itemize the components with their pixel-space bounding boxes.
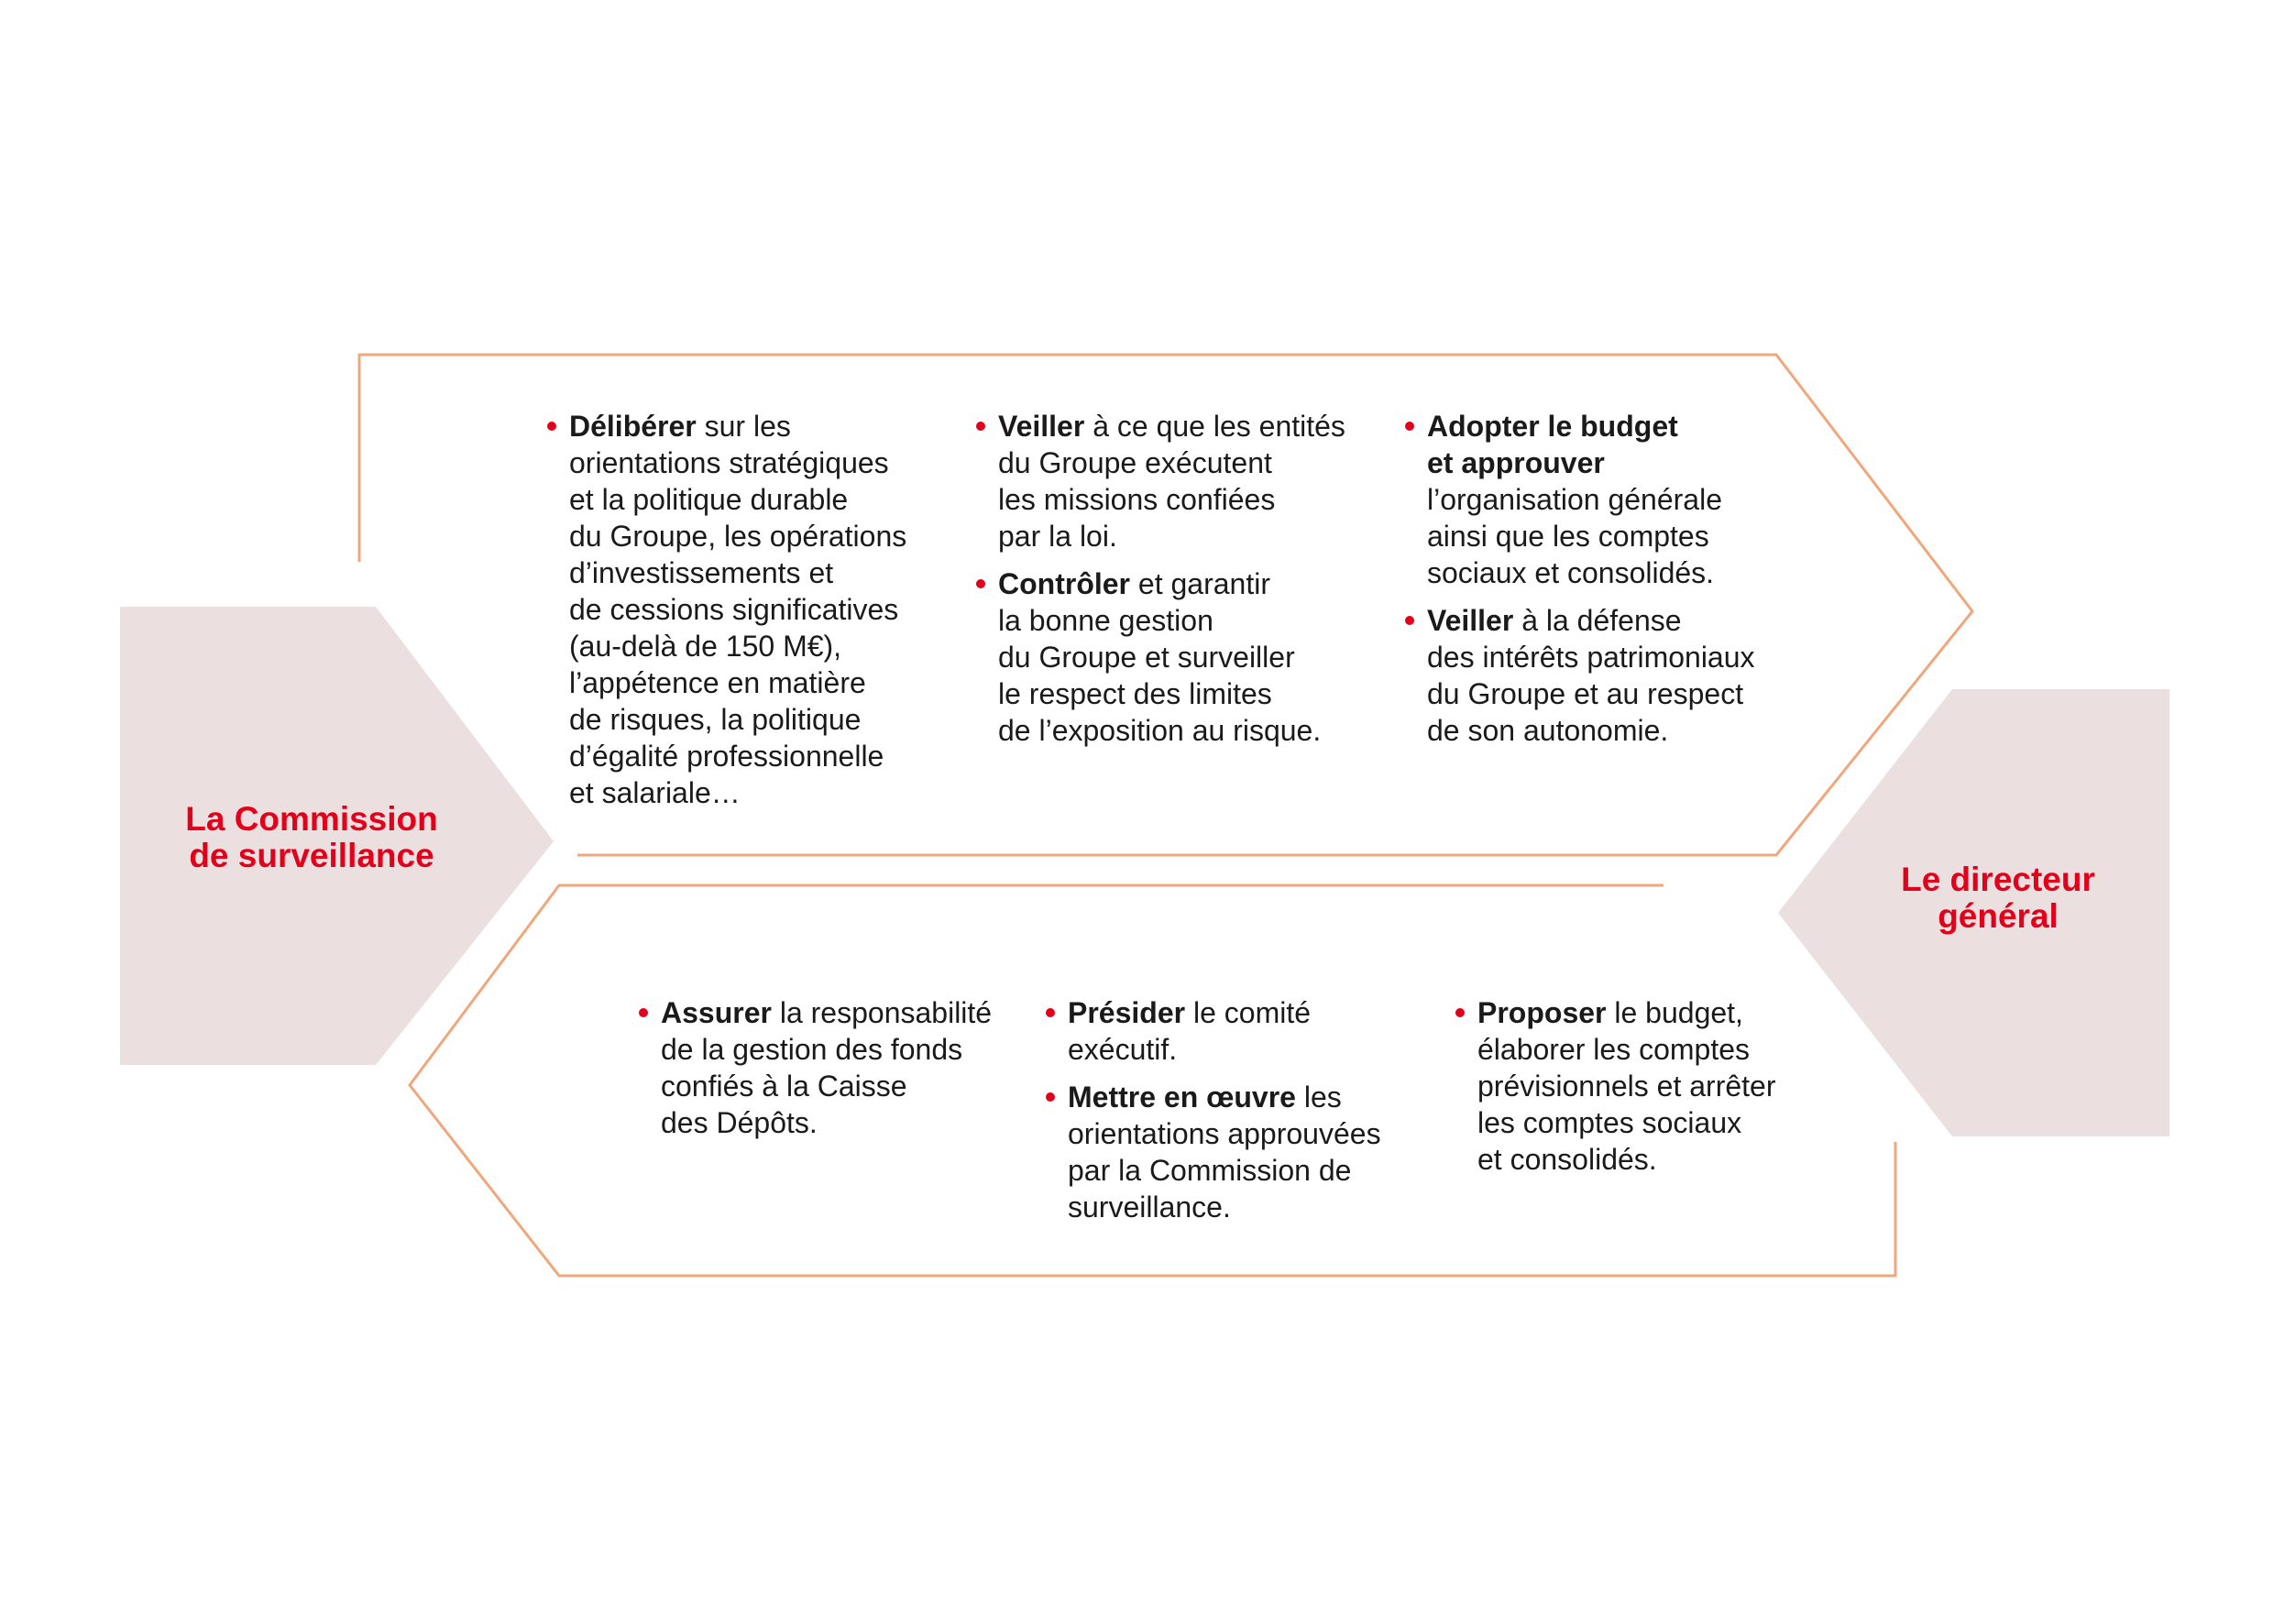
bullet-line (1427, 518, 1755, 554)
bullet-line (1427, 712, 1755, 749)
bullet-line (1477, 1104, 1775, 1141)
bullet-line (1427, 554, 1755, 591)
bullet-line (998, 639, 1345, 675)
bullet-text: par la loi. (998, 520, 1117, 553)
bullet-keyword: Adopter le budget (1427, 410, 1678, 443)
bullet-keyword: Présider (1068, 996, 1186, 1029)
bullet-keyword: et approuver (1427, 446, 1605, 479)
bullet-line (569, 628, 906, 664)
bullet-text: du Groupe, les opérations (569, 520, 907, 553)
bullet-text: de la gestion des fonds (661, 1033, 963, 1066)
bullet-line (998, 602, 1345, 639)
bullet-keyword: Délibérer (569, 410, 697, 443)
bullet-line (998, 481, 1345, 518)
bullet-line (998, 408, 1345, 444)
bullet-text: les missions confiées (998, 483, 1276, 516)
bullet-line (1477, 1031, 1775, 1068)
bullet-text: à ce que les entités (1084, 410, 1345, 443)
commission-label-line-2: de surveillance (189, 837, 434, 874)
bullet-text: et salariale… (569, 776, 741, 809)
bullet-item (976, 408, 1345, 554)
bullet-keyword: Veiller (998, 410, 1085, 443)
bullet-line (1427, 481, 1755, 518)
bottom-column-1 (639, 994, 992, 1152)
bullet-text: du Groupe exécutent (998, 446, 1272, 479)
bullet-text: et la politique durable (569, 483, 849, 516)
bullet-text: de cessions significatives (569, 593, 899, 626)
commission-label (119, 801, 504, 874)
bullet-line (1068, 1115, 1381, 1152)
bullet-text: surveillance. (1068, 1191, 1231, 1223)
bullet-text: des intérêts patrimoniaux (1427, 641, 1755, 674)
bullet-text: le comité (1185, 996, 1312, 1029)
bullet-line (569, 701, 906, 738)
bullet-text: du Groupe et au respect (1427, 677, 1744, 710)
bullet-line (569, 518, 906, 554)
bullet-text: ainsi que les comptes (1427, 520, 1709, 553)
bullet-line (569, 444, 906, 481)
bullet-keyword: Proposer (1477, 996, 1607, 1029)
bullet-text: les (1295, 1081, 1342, 1114)
bullet-line (569, 554, 906, 591)
bullet-line (1427, 408, 1755, 444)
bullet-text: l’appétence en matière (569, 666, 866, 699)
bullet-keyword: Veiller (1427, 604, 1514, 637)
bottom-column-2 (1046, 994, 1381, 1236)
bullet-line (1477, 1068, 1775, 1104)
bullet-line (661, 994, 992, 1031)
bullet-item (1046, 1079, 1381, 1225)
top-column-3 (1405, 408, 1755, 760)
bullet-item (1046, 994, 1381, 1068)
bullet-line (998, 712, 1345, 749)
bullet-line (1427, 602, 1755, 639)
bullet-text: les comptes sociaux (1477, 1106, 1742, 1139)
bullet-text: exécutif. (1068, 1033, 1178, 1066)
bullet-text: et garantir (1130, 567, 1270, 600)
bullet-text: à la défense (1513, 604, 1682, 637)
bullet-text: de l’exposition au risque. (998, 714, 1322, 747)
bullet-keyword: Contrôler (998, 567, 1130, 600)
bullet-text: prévisionnels et arrêter (1477, 1070, 1776, 1103)
bullet-item (639, 994, 992, 1141)
bullet-text: du Groupe et surveiller (998, 641, 1295, 674)
bullet-line (1068, 1079, 1381, 1115)
bullet-text: de risques, la politique (569, 703, 862, 736)
bullet-item (1405, 602, 1755, 749)
bullet-line (569, 664, 906, 701)
bullet-item (1405, 408, 1755, 591)
top-column-2 (976, 408, 1345, 760)
bottom-column-3 (1455, 994, 1775, 1189)
bullet-text: le respect des limites (998, 677, 1272, 710)
bullet-text: la responsabilité (771, 996, 993, 1029)
bullet-line (1477, 1141, 1775, 1178)
directeur-label (1815, 861, 2181, 935)
bullet-line (1068, 994, 1381, 1031)
bullet-line (569, 408, 906, 444)
bullet-line (1477, 994, 1775, 1031)
bullet-text: des Dépôts. (661, 1106, 818, 1139)
bullet-line (569, 774, 906, 811)
bullet-line (1427, 444, 1755, 481)
bullet-text: par la Commission de (1068, 1154, 1352, 1187)
bullet-keyword: Assurer (661, 996, 772, 1029)
bullet-line (1068, 1152, 1381, 1189)
bullet-line (1068, 1031, 1381, 1068)
bullet-text: orientations approuvées (1068, 1117, 1381, 1150)
bullet-text: orientations stratégiques (569, 446, 889, 479)
directeur-label-line-2: général (1938, 897, 2059, 935)
bullet-line (569, 738, 906, 774)
bullet-text: confiés à la Caisse (661, 1070, 907, 1103)
bullet-text: sociaux et consolidés. (1427, 556, 1715, 589)
bullet-text: d’égalité professionnelle (569, 740, 884, 773)
bullet-line (1427, 675, 1755, 712)
bullet-line (661, 1031, 992, 1068)
bullet-item (976, 565, 1345, 749)
bullet-keyword: Mettre en œuvre (1068, 1081, 1296, 1114)
bullet-text: (au-delà de 150 M€), (569, 630, 842, 663)
bullet-text: et consolidés. (1477, 1143, 1657, 1176)
bullet-text: élaborer les comptes (1477, 1033, 1751, 1066)
directeur-label-line-1: Le directeur (1901, 861, 2095, 898)
bullet-line (661, 1068, 992, 1104)
bullet-text: sur les (696, 410, 791, 443)
bullet-item (547, 408, 906, 811)
bullet-text: l’organisation générale (1427, 483, 1722, 516)
bullet-line (998, 518, 1345, 554)
commission-label-line-1: La Commission (185, 800, 438, 838)
bullet-line (1068, 1189, 1381, 1225)
bullet-text: de son autonomie. (1427, 714, 1669, 747)
bullet-line (1427, 639, 1755, 675)
bullet-text: la bonne gestion (998, 604, 1213, 637)
bullet-line (661, 1104, 992, 1141)
bullet-line (998, 444, 1345, 481)
bullet-line (569, 591, 906, 628)
bullet-item (1455, 994, 1775, 1178)
bullet-line (998, 675, 1345, 712)
top-column-1 (547, 408, 906, 822)
bullet-text: d’investissements et (569, 556, 834, 589)
bullet-line (569, 481, 906, 518)
bullet-line (998, 565, 1345, 602)
bullet-text: le budget, (1606, 996, 1743, 1029)
